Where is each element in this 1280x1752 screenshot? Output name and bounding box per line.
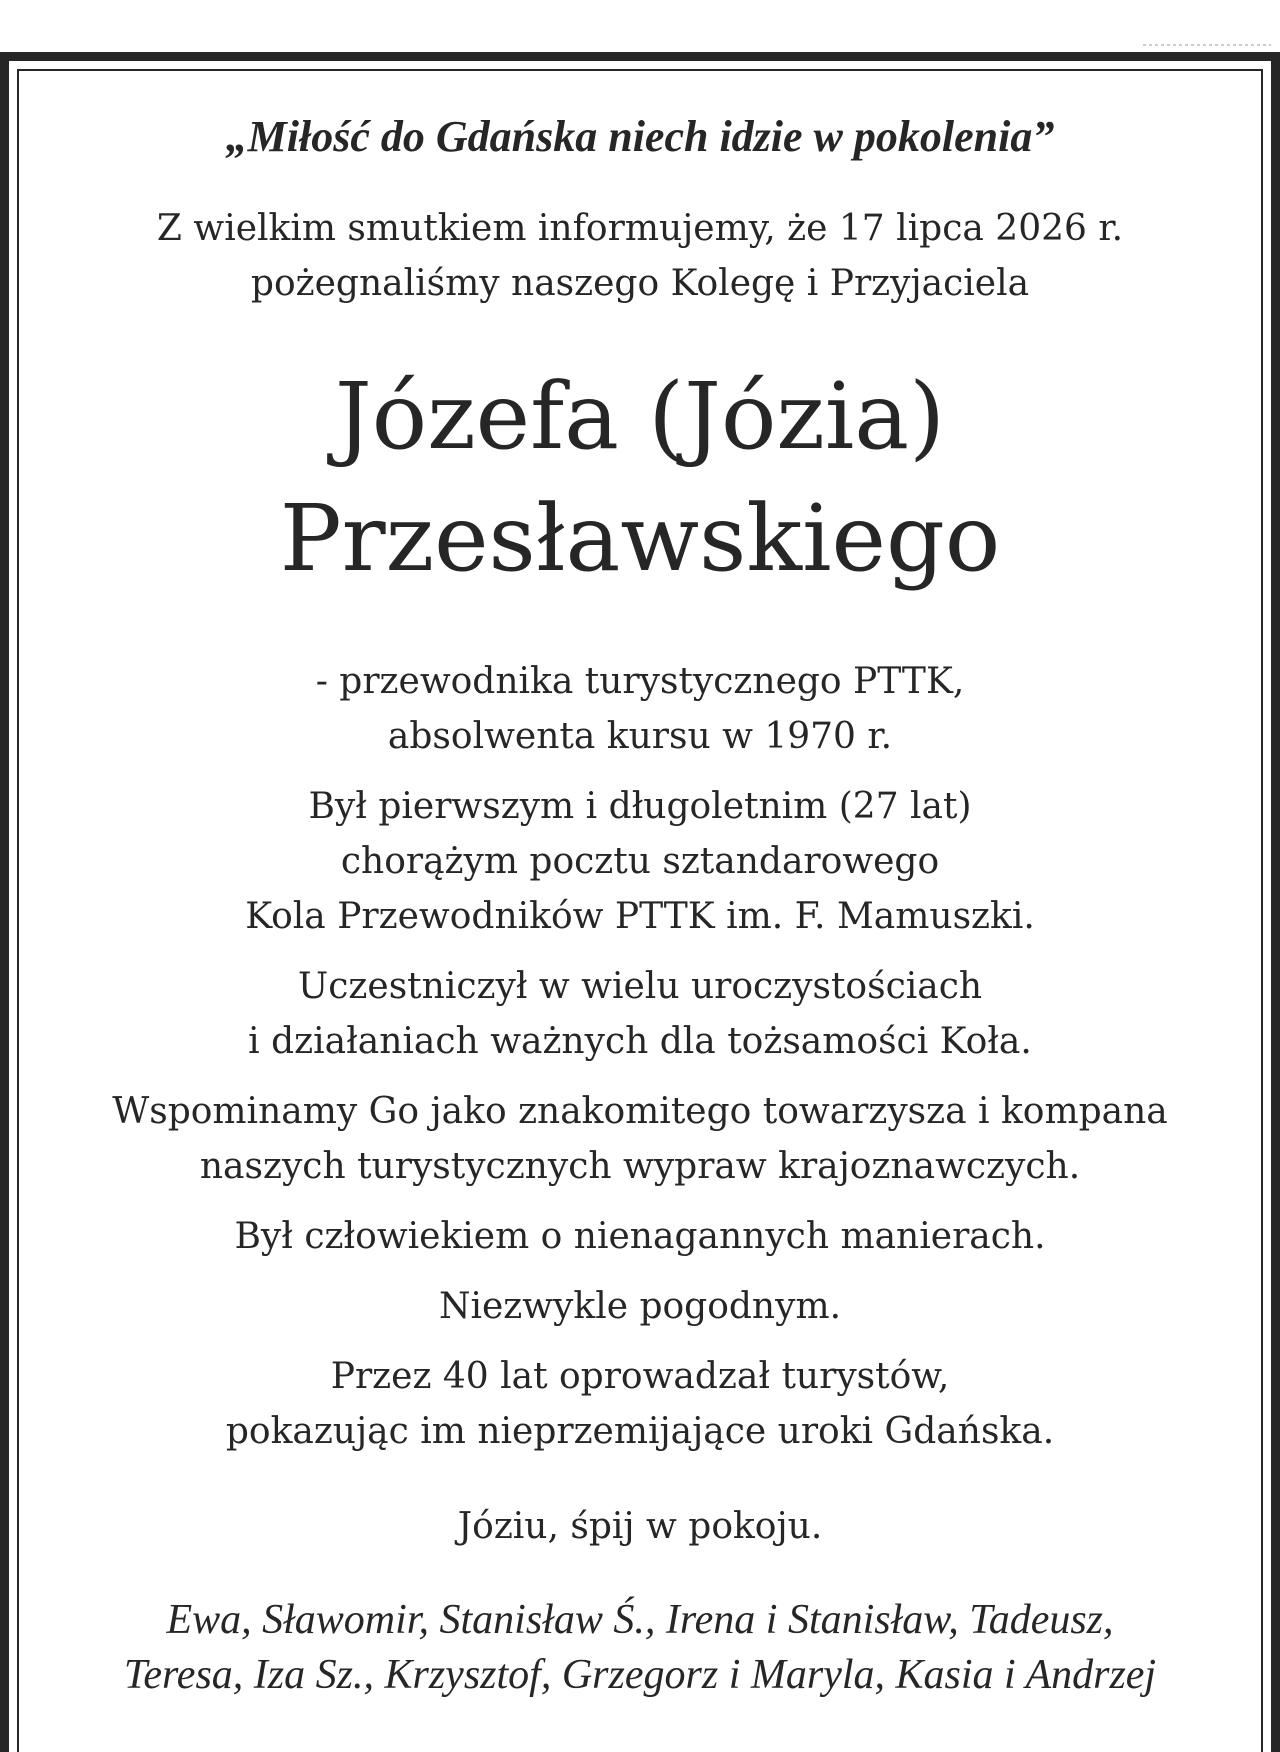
obituary-frame (0, 52, 1280, 1752)
deceased-name (19, 356, 1261, 600)
paragraph (19, 654, 1261, 764)
deceased-name-line: Józefa (Józia) (334, 363, 946, 470)
body-line: Był człowiekiem o nienagannych manierach. (234, 1216, 1046, 1257)
body-line: naszych turystycznych wypraw krajoznawczych. (199, 1146, 1081, 1187)
signatories (19, 1593, 1261, 1703)
dotted-rule (1143, 44, 1271, 46)
body-line: Uczestniczył w wielu uroczystościach (297, 966, 983, 1007)
body-line: Józiu, śpij w pokoju. (457, 1506, 823, 1547)
body-line: Był pierwszym i długoletnim (27 lat) (308, 786, 972, 827)
signatories-line: Teresa, Iza Sz., Krzysztof, Grzegorz i Maryla, Kasia i Andrzej (123, 1652, 1157, 1698)
body-line: Przez 40 lat oprowadzał turystów, (330, 1356, 950, 1397)
body-line: Niezwykle pogodnym. (438, 1286, 842, 1327)
obituary-inner-border (17, 69, 1263, 1752)
intro-line: pożegnaliśmy naszego Kolegę i Przyjaciela (250, 263, 1030, 304)
signatories-line: Ewa, Sławomir, Stanisław Ś., Irena i Stanisław, Tadeusz, (166, 1597, 1114, 1643)
body-line: Kola Przewodników PTTK im. F. Mamuszki. (245, 896, 1035, 937)
paragraph (19, 959, 1261, 1069)
intro-line: Z wielkim smutkiem informujemy, że 17 lipca 2026 r. (156, 208, 1124, 249)
paragraph (19, 1279, 1261, 1334)
body-line: chorążym pocztu sztandarowego (340, 841, 940, 882)
motto-quote: „Miłość do Gdańska niech idzie w pokolenia” (225, 112, 1055, 161)
body-line: absolwenta kursu w 1970 r. (387, 716, 893, 757)
body-line: i działaniach ważnych dla tożsamości Koła. (248, 1021, 1032, 1062)
body-line: pokazując im nieprzemijające uroki Gdańska. (225, 1411, 1055, 1452)
paragraph (19, 1209, 1261, 1264)
intro-text (19, 201, 1261, 311)
paragraph (19, 779, 1261, 944)
deceased-name-line: Przesławskiego (279, 485, 1001, 592)
body-line: Wspominamy Go jako znakomitego towarzysza i kompana (112, 1091, 1168, 1132)
obituary-body (19, 654, 1261, 1554)
body-line: - przewodnika turystycznego PTTK, (315, 661, 965, 702)
paragraph (19, 1349, 1261, 1459)
farewell-line (19, 1499, 1261, 1554)
paragraph (19, 1084, 1261, 1194)
